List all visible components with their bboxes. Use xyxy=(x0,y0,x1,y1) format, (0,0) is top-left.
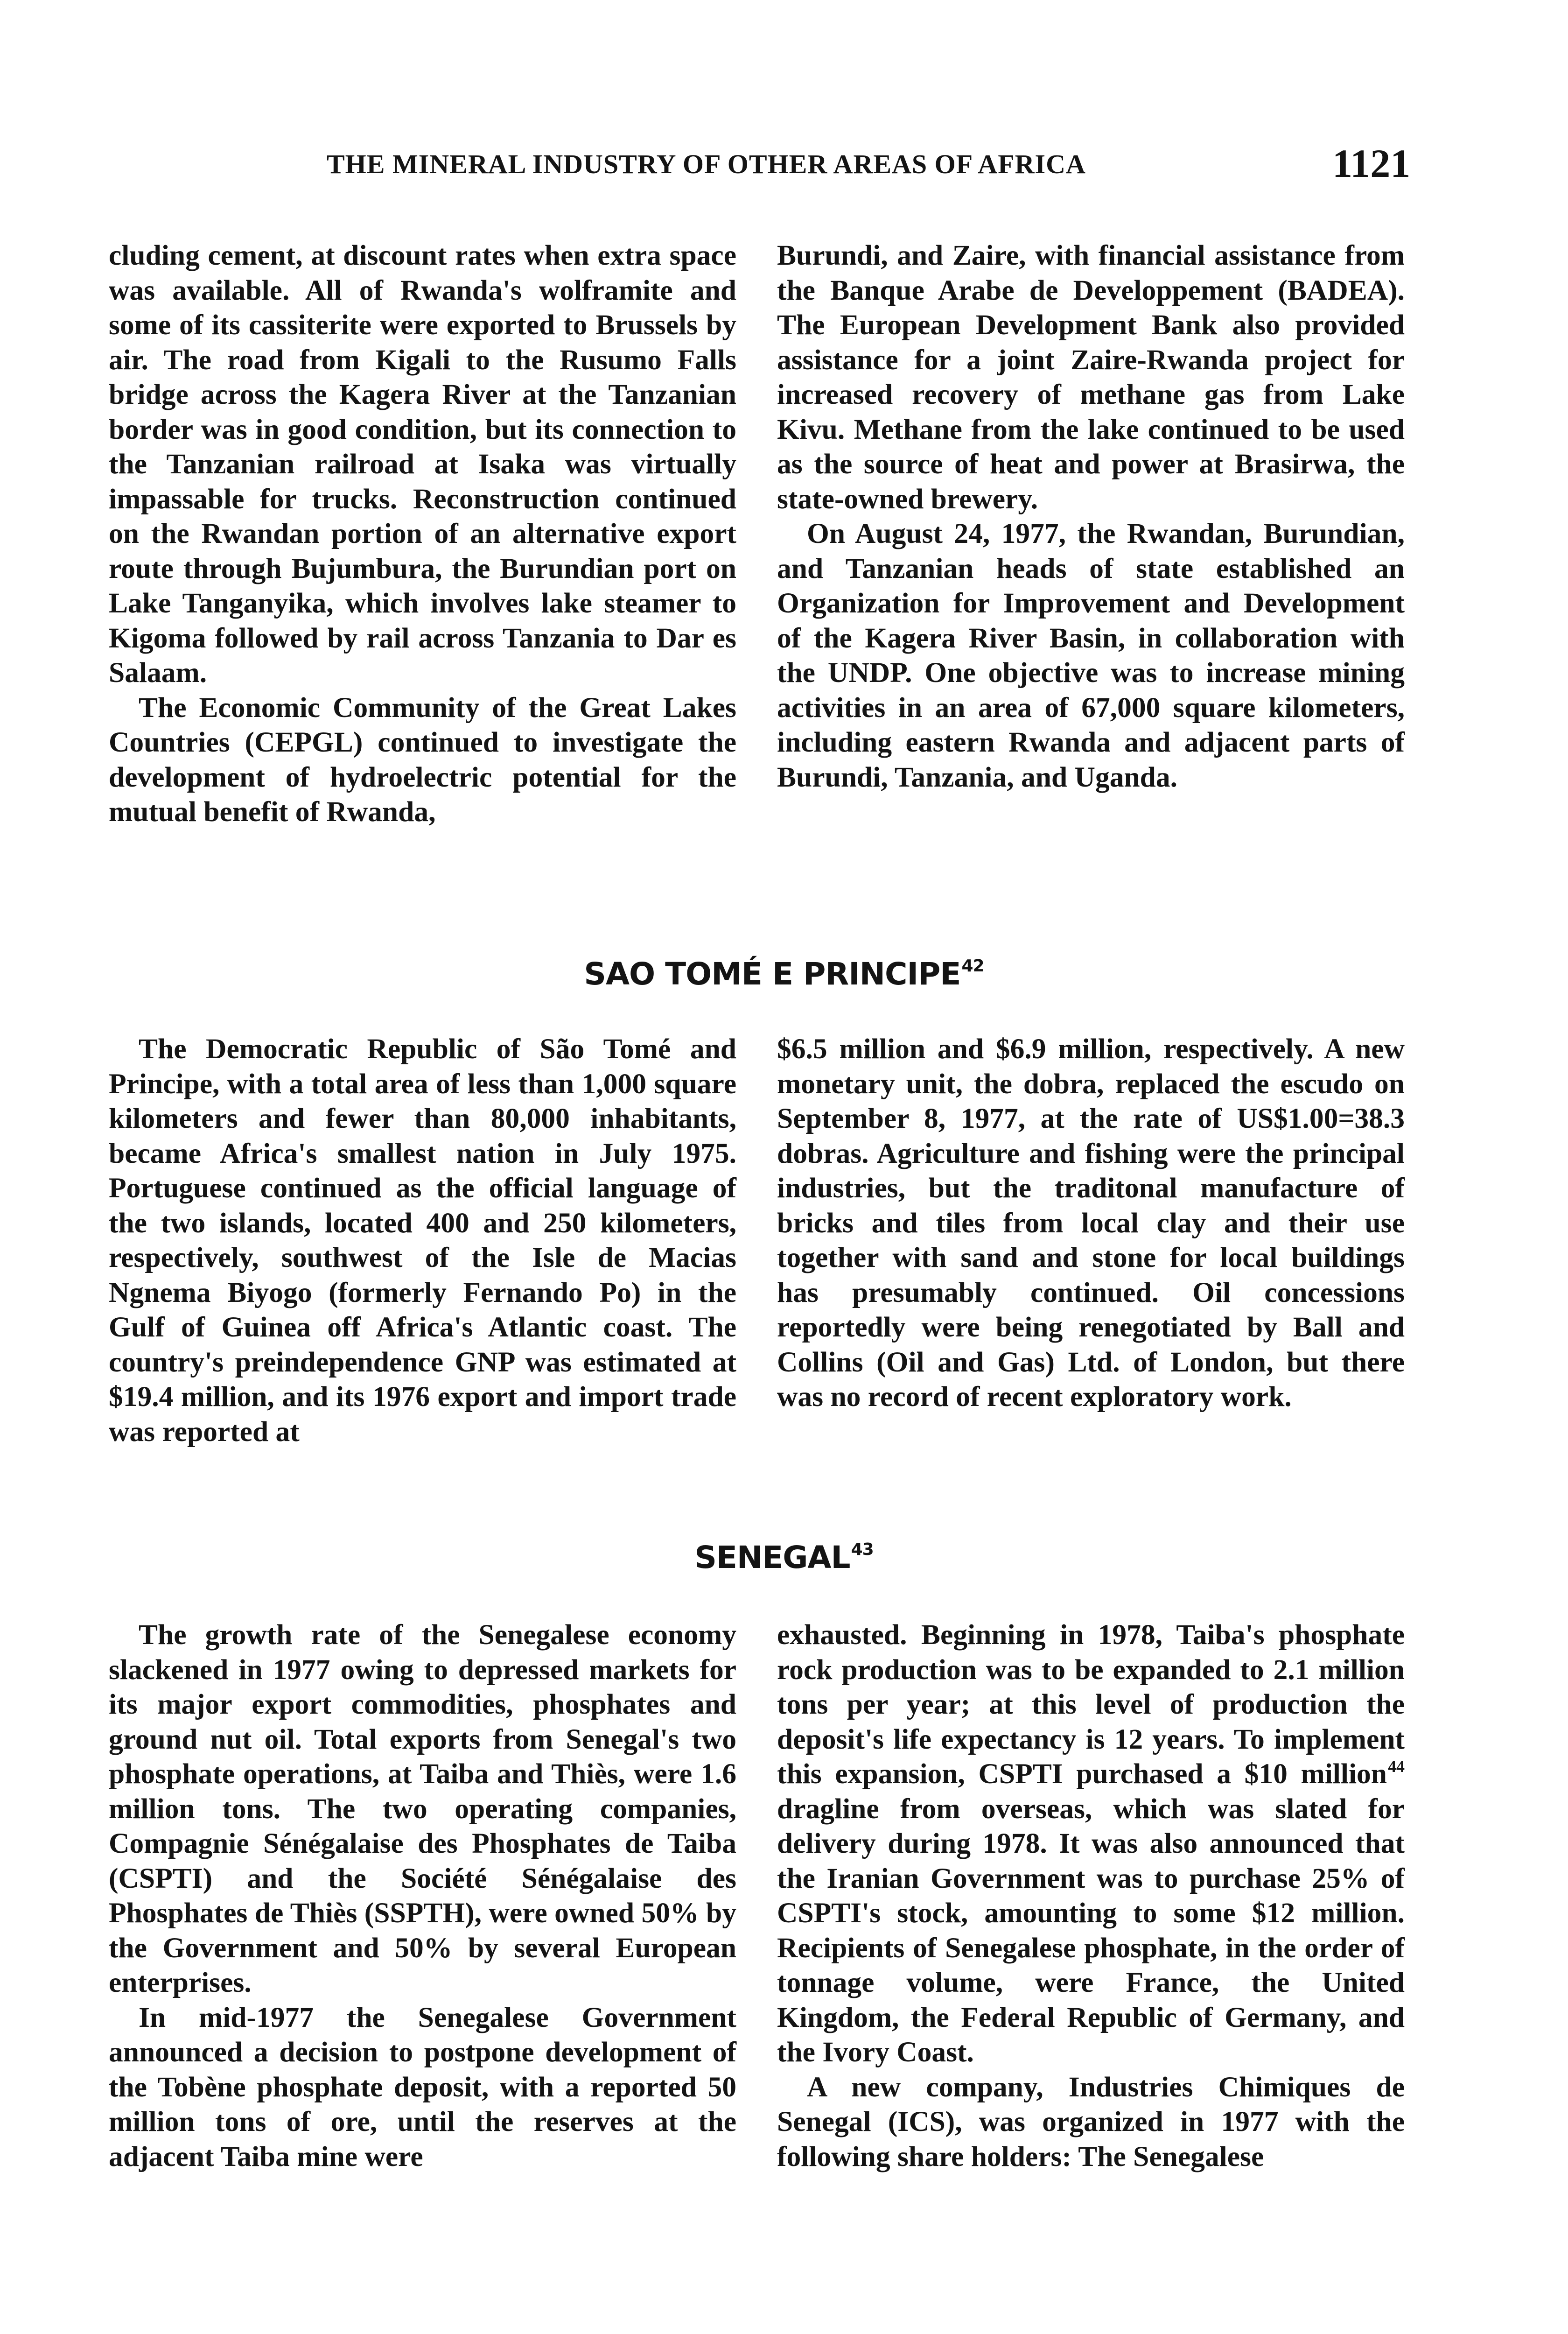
paragraph: The growth rate of the Senegalese economy slackened in 1977 owing to depressed markets for its major export commodities, phosphates and ground nut oil. Total exports from Senegal's two phosphate operations, at Taiba and Thiès, were 1.6 million tons. The two operating companies, Compagnie Sénégalaise des Phosphates de Taiba (CSPTI) and the Société Sénégalaise des Phosphates de Thiès (SSPTH), were owned 50% by the Government and 50% by several European enterprises. xyxy=(109,1619,736,1998)
paragraph: cluding cement, at discount rates when extra space was available. All of Rwanda's wolframite and some of its cassiterite were exported to Brussels by air. The road from Kigali to the Rusumo Falls bridge across the Kagera River at the Tanzanian border was in good condition, but its connection to the Tanzanian railroad at Isaka was virtually impassable for trucks. Reconstruction continued on the Rwandan portion of an alternative export route through Bujumbura, the Burundian port on Lake Tanganyika, which involves lake steamer to Kigoma followed by rail across Tanzania to Dar es Salaam. xyxy=(109,239,736,689)
paragraph: The Economic Community of the Great Lakes Countries (CEPGL) continued to investigate the development of hydroelectric potential for the mutual benefit of Rwanda, xyxy=(109,691,736,828)
senegal-right-column xyxy=(777,1617,1405,2174)
paragraph xyxy=(777,1617,1405,2070)
paragraph-text: exhausted. Beginning in 1978, Taiba's phosphate rock production was to be expanded to 2.1 million tons per year; at this level of production the deposit's life expectancy is 12 years. To implement this expansion, CSPTI purchased a $10 million xyxy=(777,1619,1405,1790)
senegal-left-column xyxy=(109,1617,736,2174)
paragraph: On August 24, 1977, the Rwandan, Burundian, and Tanzanian heads of state established an Organization for Improvement and Development of the Kagera River Basin, in collaboration with the UNDP. One objective was to increase mining activities in an area of 67,000 square kilometers, including eastern Rwanda and adjacent parts of Burundi, Tanzania, and Uganda. xyxy=(777,518,1405,793)
footnote-marker: 42 xyxy=(961,956,984,976)
footnote-marker: 44 xyxy=(1388,1757,1405,1776)
footnote-marker: 43 xyxy=(851,1540,874,1559)
paragraph: $6.5 million and $6.9 million, respectively. A new monetary unit, the dobra, replaced the escudo on September 8, 1977, at the rate of US$1.00=38.3 dobras. Agriculture and fishing were the principal industries, but the traditonal manufacture of bricks and tiles from local clay and their use together with sand and stone for local buildings has presumably continued. Oil concessions reportedly were being renegotiated by Ball and Collins (Oil and Gas) Ltd. of London, but there was no record of recent exploratory work. xyxy=(777,1033,1405,1413)
section-title-text: SENEGAL xyxy=(694,1540,850,1575)
sao-tome-left-column xyxy=(109,1032,736,1449)
section-title-text: SAO TOMÉ E PRINCIPE xyxy=(584,956,961,992)
rwanda-right-column xyxy=(777,238,1405,794)
paragraph: In mid-1977 the Senegalese Government announced a decision to postpone development of the Tobène phosphate deposit, with a reported 50 million tons of ore, until the reserves at the adjacent Taiba mine were xyxy=(109,2001,736,2172)
sao-tome-right-column xyxy=(777,1032,1405,1414)
rwanda-left-column xyxy=(109,238,736,830)
paragraph-text: dragline from overseas, which was slated for delivery during 1978. It was also announced that the Iranian Government was to purchase 25% of CSPTI's stock, amounting to some $12 million. Recipients of Senegalese phosphate, in the order of tonnage volume, were France, the United Kingdom, the Federal Republic of Germany, and the Ivory Coast. xyxy=(777,1793,1405,2068)
section-title-sao-tome xyxy=(0,956,1568,992)
running-head: THE MINERAL INDUSTRY OF OTHER AREAS OF AFRICA xyxy=(327,149,1086,179)
paragraph: Burundi, and Zaire, with financial assistance from the Banque Arabe de Developpement (BADEA). The European Development Bank also provided assistance for a joint Zaire-Rwanda project for increased recovery of methane gas from Lake Kivu. Methane from the lake continued to be used as the source of heat and power at Brasirwa, the state-owned brewery. xyxy=(777,239,1405,515)
section-title-senegal xyxy=(0,1540,1568,1575)
page-number: 1121 xyxy=(1332,141,1411,186)
paragraph: A new company, Industries Chimiques de Senegal (ICS), was organized in 1977 with the following share holders: The Senegalese xyxy=(777,2071,1405,2172)
paragraph: The Democratic Republic of São Tomé and Principe, with a total area of less than 1,000 square kilometers and fewer than 80,000 inhabitants, became Africa's smallest nation in July 1975. Portuguese continued as the official language of the two islands, located 400 and 250 kilometers, respectively, southwest of the Isle de Macias Ngnema Biyogo (formerly Fernando Po) in the Gulf of Guinea off Africa's Atlantic coast. The country's preindependence GNP was estimated at $19.4 million, and its 1976 export and import trade was reported at xyxy=(109,1033,736,1448)
